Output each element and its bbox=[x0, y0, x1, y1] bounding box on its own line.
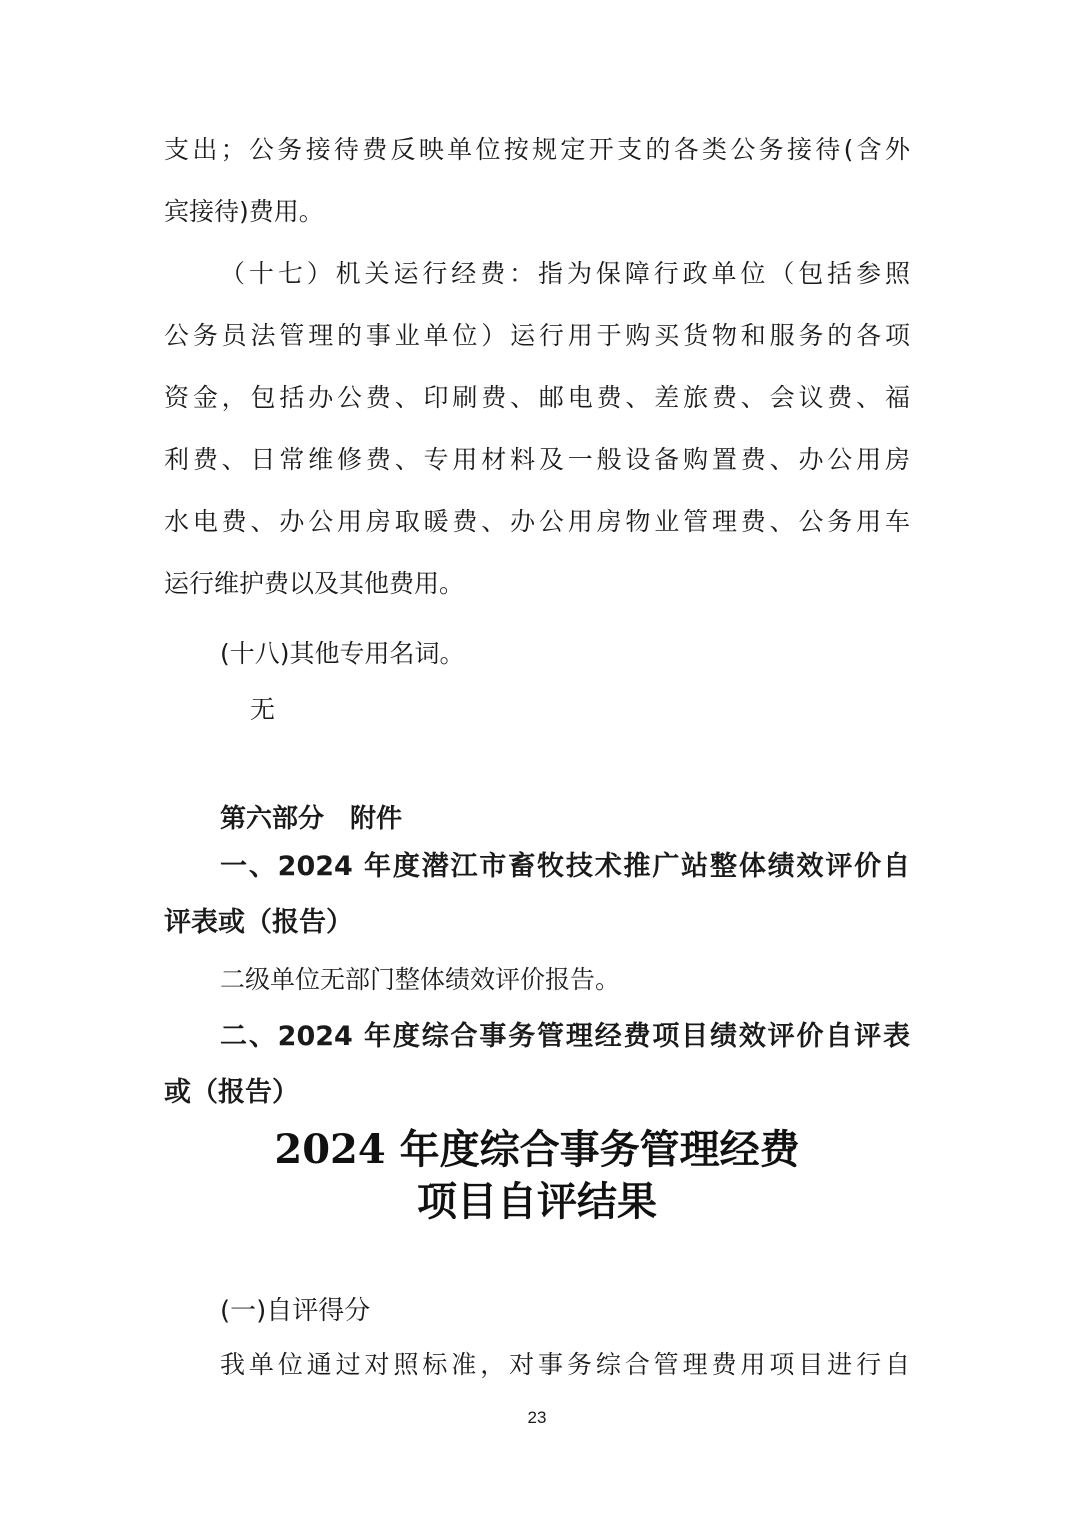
attachment-heading: 或（报告） bbox=[164, 1077, 299, 1108]
paragraph-line: 水电费、办公用房取暖费、办公用房物业管理费、公务用车 bbox=[164, 507, 910, 536]
attachment-heading: 一、2024 年度潜江市畜牧技术推广站整体绩效评价自 bbox=[220, 851, 910, 882]
paragraph-line: 无 bbox=[250, 695, 276, 724]
paragraph-line: 利费、日常维修费、专用材料及一般设备购置费、办公用房 bbox=[164, 445, 910, 474]
attachment-heading: 评表或（报告） bbox=[164, 907, 353, 938]
subheading: (一)自评得分 bbox=[220, 1296, 371, 1326]
attachment-heading: 二、2024 年度综合事务管理经费项目绩效评价自评表 bbox=[220, 1021, 910, 1052]
page-number: 23 bbox=[527, 1408, 547, 1427]
paragraph-line: 我单位通过对照标准，对事务综合管理费用项目进行自 bbox=[220, 1350, 910, 1379]
paragraph-line: 公务员法管理的事业单位）运行用于购买货物和服务的各项 bbox=[164, 321, 910, 350]
paragraph-line: 运行维护费以及其他费用。 bbox=[164, 569, 465, 598]
report-title: 项目自评结果 bbox=[417, 1178, 657, 1225]
paragraph-line: 资金，包括办公费、印刷费、邮电费、差旅费、会议费、福 bbox=[164, 383, 910, 412]
paragraph-line: （十七）机关运行经费：指为保障行政单位（包括参照 bbox=[220, 259, 910, 288]
report-title: 2024 年度综合事务管理经费 bbox=[274, 1126, 800, 1173]
paragraph-line: 宾接待)费用。 bbox=[164, 197, 324, 226]
paragraph-line: 二级单位无部门整体绩效评价报告。 bbox=[220, 965, 621, 994]
section-heading: 第六部分 附件 bbox=[220, 804, 403, 834]
subheading: (十八)其他专用名词。 bbox=[220, 639, 465, 668]
paragraph-line: 支出；公务接待费反映单位按规定开支的各类公务接待(含外 bbox=[164, 135, 910, 164]
